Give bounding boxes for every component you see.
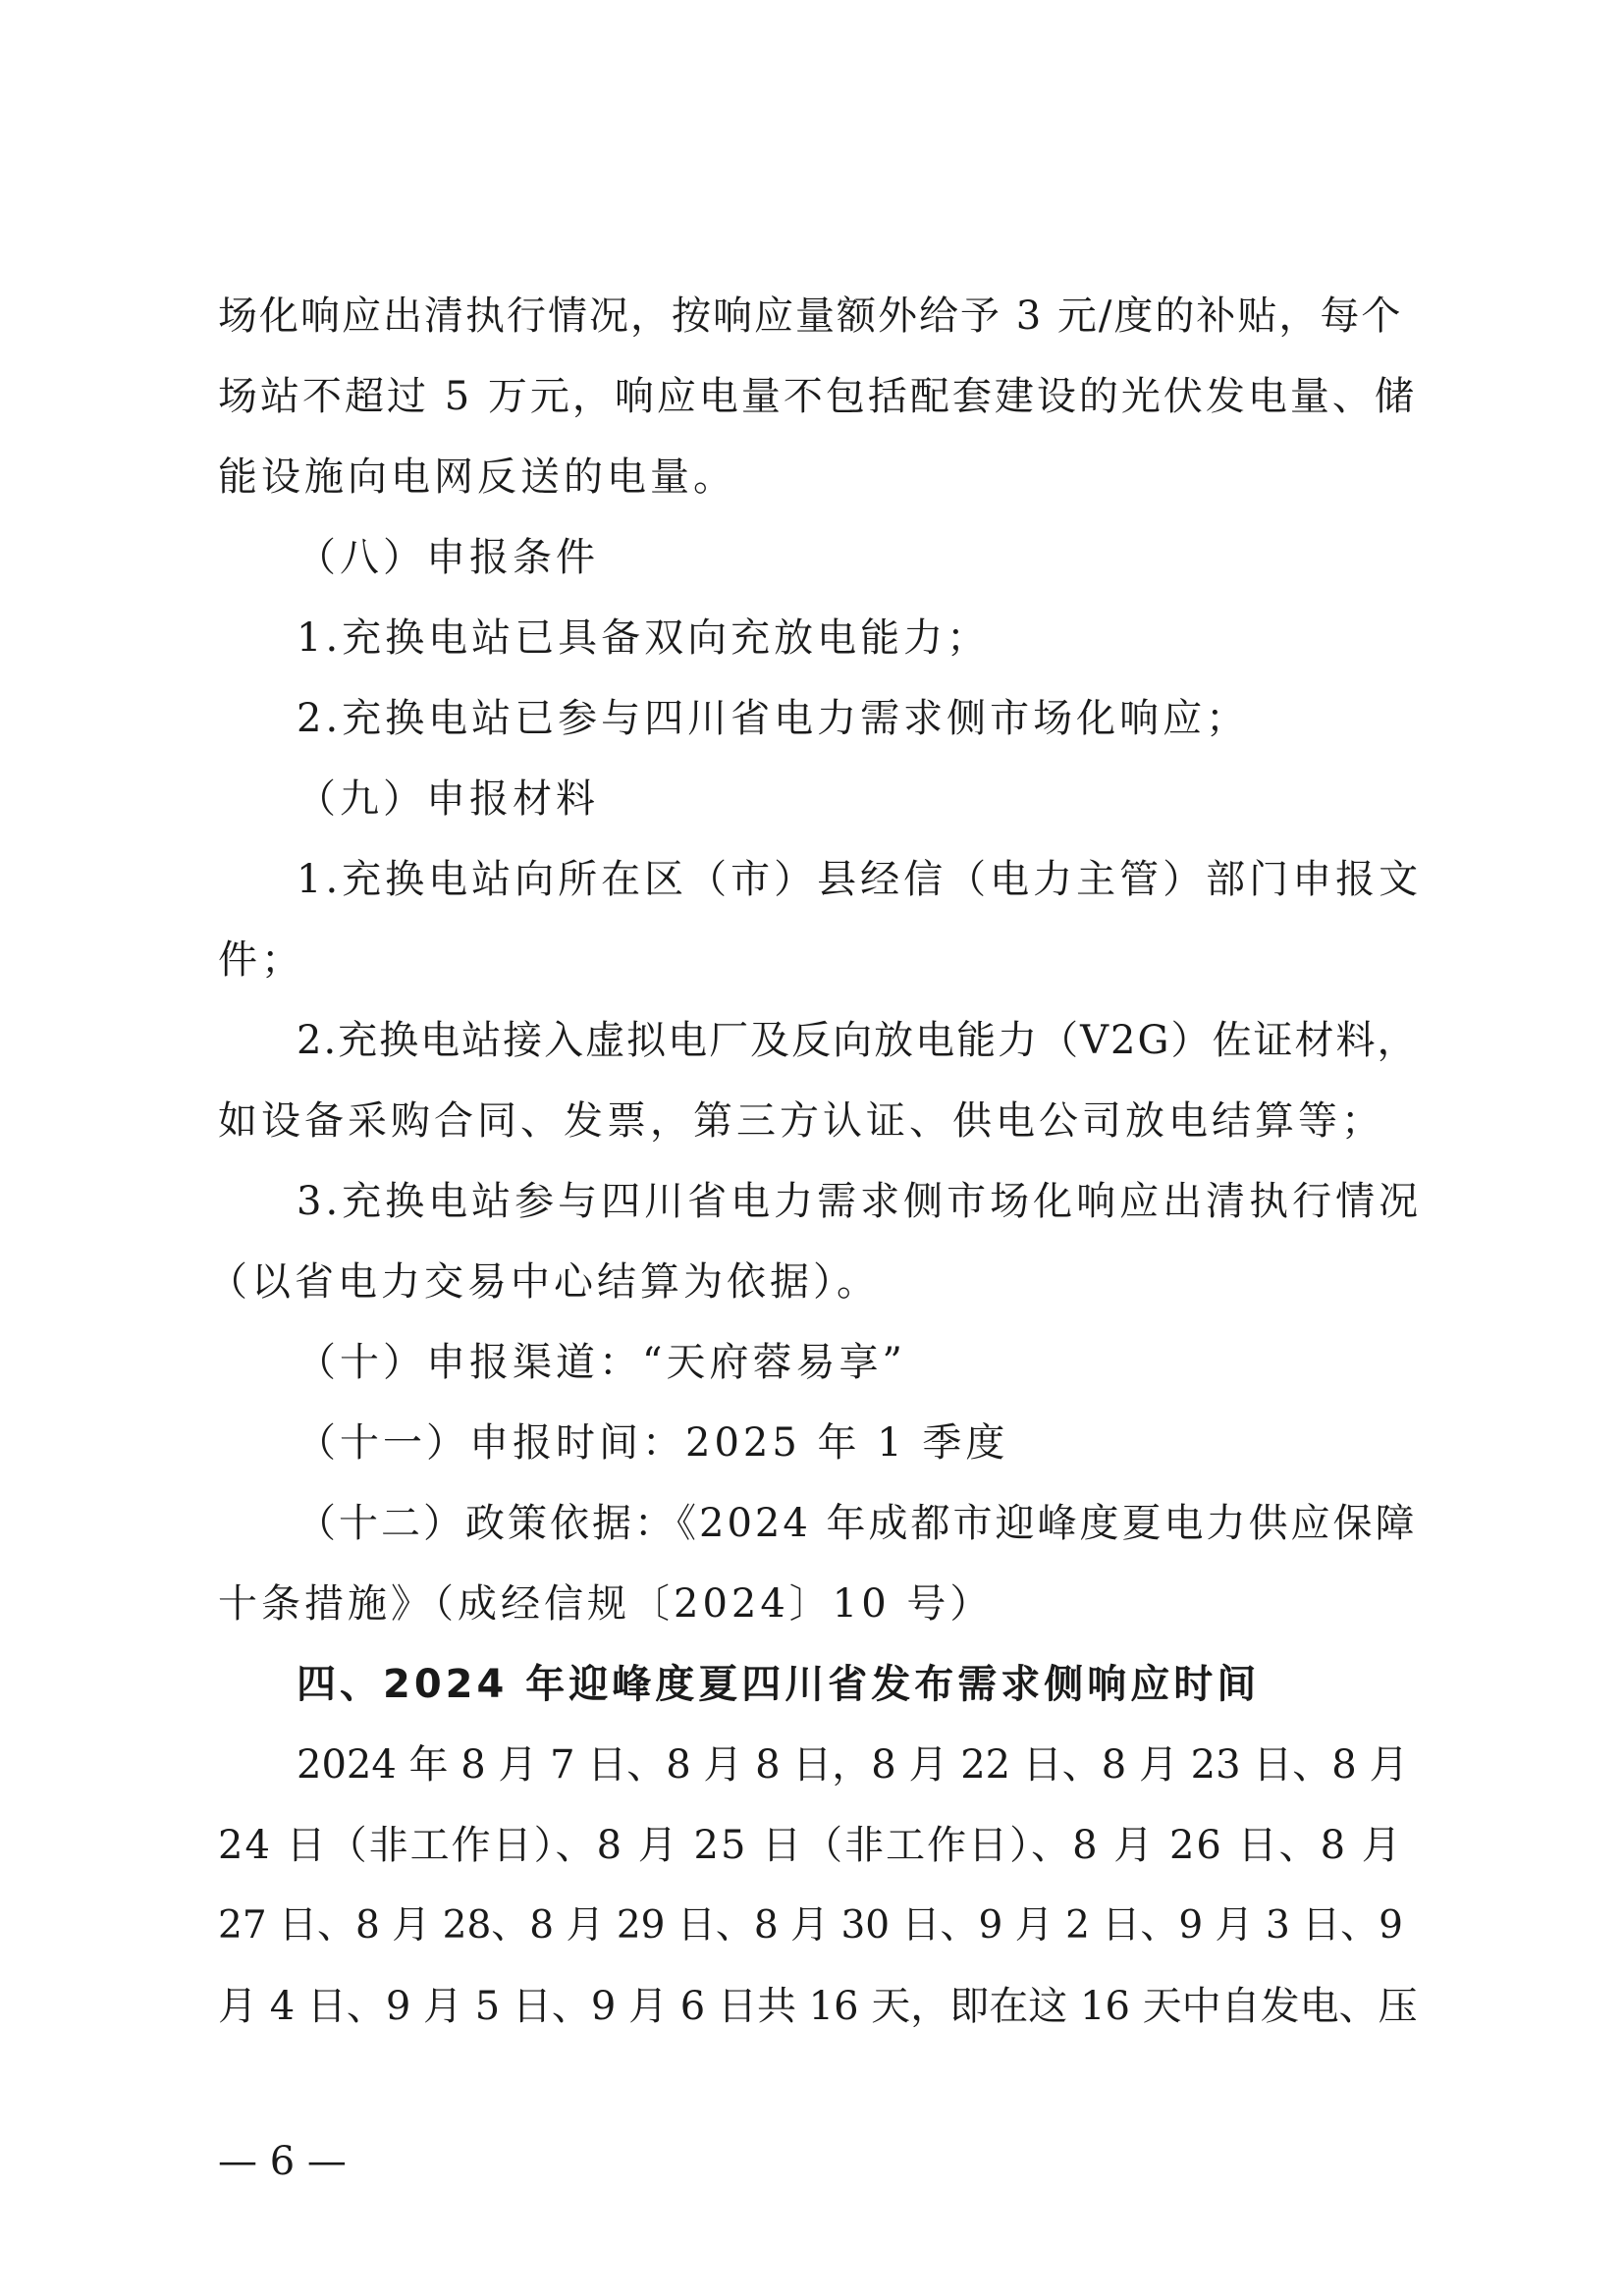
section-heading: （十二）政策依据：《2024 年成都市迎峰度夏电力供应保障 bbox=[297, 1501, 1418, 1546]
body-text-line: 件； bbox=[218, 937, 304, 983]
list-item: 2.充换电站接入虚拟电厂及反向放电能力（V2G）佐证材料， bbox=[297, 1018, 1419, 1063]
section-heading: （九）申报材料 bbox=[297, 776, 599, 822]
list-item: 2.充换电站已参与四川省电力需求侧市场化响应； bbox=[297, 696, 1250, 741]
section-heading: （十一）申报时间：2025 年 1 季度 bbox=[297, 1420, 1009, 1466]
body-text-line: 场站不超过 5 万元，响应电量不包括配套建设的光伏发电量、储 bbox=[218, 374, 1417, 419]
body-text-line: 如设备采购合同、发票，第三方认证、供电公司放电结算等； bbox=[218, 1098, 1384, 1144]
body-text-line: 2024 年 8 月 7 日、8 月 8 日，8 月 22 日、8 月 23 日、8 月 bbox=[297, 1742, 1409, 1788]
section-heading: （十）申报渠道：“天府蓉易享” bbox=[297, 1340, 906, 1385]
body-text-line: 能设施向电网反送的电量。 bbox=[218, 454, 736, 500]
body-text-line: 27 日、8 月 28、8 月 29 日、8 月 30 日、9 月 2 日、9 月 3 日、9 bbox=[218, 1903, 1403, 1948]
page-number: — 6 — bbox=[218, 2139, 347, 2184]
body-text-line: 场化响应出清执行情况，按响应量额外给予 3 元/度的补贴，每个 bbox=[218, 294, 1403, 339]
list-item: 3.充换电站参与四川省电力需求侧市场化响应出清执行情况 bbox=[297, 1179, 1423, 1224]
body-text-line: （以省电力交易中心结算为依据）。 bbox=[208, 1259, 880, 1305]
section-heading: （八）申报条件 bbox=[297, 535, 599, 580]
body-text-line: 十条措施》（成经信规〔2024〕10 号） bbox=[218, 1581, 994, 1627]
body-text-line: 24 日（非工作日）、8 月 25 日（非工作日）、8 月 26 日、8 月 bbox=[218, 1823, 1403, 1868]
body-text-line: 月 4 日、9 月 5 日、9 月 6 日共 16 天，即在这 16 天中自发电、压 bbox=[218, 1984, 1418, 2029]
list-item: 1.充换电站向所在区（市）县经信（电力主管）部门申报文 bbox=[297, 857, 1423, 902]
chapter-heading: 四、2024 年迎峰度夏四川省发布需求侧响应时间 bbox=[297, 1662, 1261, 1707]
list-item: 1.充换电站已具备双向充放电能力； bbox=[297, 615, 991, 661]
